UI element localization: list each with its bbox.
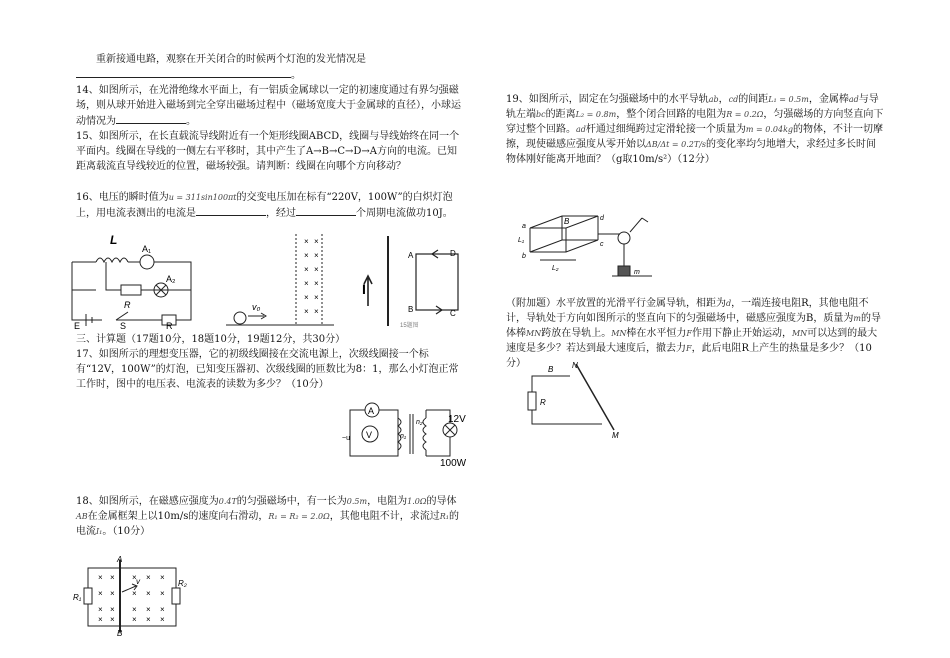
- corner-C: C: [450, 309, 456, 318]
- answer-blank: [76, 67, 291, 78]
- rails-pulley-diagram: [516, 212, 656, 284]
- label-E: E: [74, 321, 81, 330]
- figure-caption: 15题图: [400, 323, 419, 328]
- label-L: L: [110, 233, 118, 247]
- label-A1: A₁: [142, 244, 152, 254]
- ball-field-diagram: [226, 232, 336, 328]
- rail-b: b: [522, 253, 526, 260]
- field-x-mark: ×: [160, 573, 165, 582]
- extra-question: （附加题）水平放置的光滑平行金属导轨，相距为d，一端连接电阻R，其他电阻不计，导轨处于方向如图所示的竖直向下的匀强磁场中，磁感应强度为B，质量为m的导体棒MN跨放在导轨上。MN棒在水平恒力F作用下静止开始运动，MN可以达到的最大速度是多少？若达到最大速度后，撤去力F，此后电阻R上产生的热量是多少？（10分）: [506, 298, 881, 369]
- question-15: 15、如图所示，在长直载流导线附近有一个矩形线圈ABCD，线圈与导线始终在同一个平面内。线圈在导线的一侧左右平移时，其中产生了A→B→C→D→A方向的电流。已知距离载流直导线较近的位置，磁场较强。请判断：线圈在向哪个方向移动？: [76, 131, 460, 172]
- velocity-label: v: [136, 577, 140, 586]
- section-3-heading: 三、计算题（17题10分，18题10分，19题12分，共30分）: [76, 334, 346, 345]
- ammeter-label: A: [368, 406, 375, 416]
- rod-end-N: N: [572, 361, 578, 370]
- question-14: 14、如图所示，在光滑绝缘水平面上，有一铝质金属球以一定的初速度通过有界匀强磁场，则从球开始进入磁场到完全穿出磁场过程中（磁场宽度大于金属球的直径），小球运动情况为 。: [76, 85, 461, 127]
- field-x-mark: ×: [160, 605, 165, 614]
- field-x-mark: ×: [110, 589, 115, 598]
- resistor-R2-label: R₂: [178, 579, 187, 588]
- velocity-label: v₀: [252, 302, 261, 312]
- field-x-mark: ×: [314, 237, 319, 246]
- field-x-mark: ×: [314, 307, 319, 316]
- corner-D: D: [450, 249, 456, 258]
- field-x-mark: ×: [304, 237, 309, 246]
- intro-answer-line: 。: [76, 67, 462, 83]
- resistor-label: R: [540, 398, 546, 407]
- n2-label: n₂: [416, 419, 423, 426]
- rail-c: c: [600, 241, 604, 248]
- field-x-mark: ×: [314, 293, 319, 302]
- field-B-label: B: [548, 365, 554, 374]
- field-x-mark: ×: [132, 605, 137, 614]
- source-label: ~u: [342, 435, 350, 442]
- field-x-mark: ×: [304, 251, 309, 260]
- corner-A: A: [408, 251, 414, 260]
- voltmeter-label: V: [366, 430, 373, 440]
- circuit-diagram: [66, 230, 206, 330]
- answer-blank: [196, 205, 266, 216]
- rod-end-A: A: [117, 556, 123, 564]
- field-x-mark: ×: [98, 615, 103, 624]
- field-x-mark: ×: [146, 615, 151, 624]
- rod-end-B: B: [117, 629, 123, 636]
- corner-B: B: [408, 305, 414, 314]
- question-19: 19、如图所示，固定在匀强磁场中的水平导轨ab，cd的间距L₁ = 0.5m，金属棒ad与导轨左端bc的距离L₂ = 0.8m，整个闭合回路的电阻为R = 0.2Ω，匀强磁场的方向竖直向下穿过整个回路。ad杆通过细绳跨过定滑轮接一个质量为m = 0.04kg的物体，不计一切摩擦，现使磁感应强度从零开始以ΔB/Δt = 0.2T/s的变化率均匀地增大，求经过多长时间物体刚好能离开地面？（g取10m/s²）（12分）: [506, 94, 884, 165]
- question-16: 16、电压的瞬时值为u = 311sin100πt的交变电压加在标有“220V，100W”的白炽灯泡上，用电流表测出的电流是 ，经过 个周期电流做功10J。: [76, 192, 453, 219]
- field-marks: [98, 573, 165, 624]
- field-x-mark: ×: [98, 573, 103, 582]
- field-x-mark: ×: [146, 573, 151, 582]
- field-x-mark: ×: [146, 605, 151, 614]
- L1-label: L₁: [518, 237, 525, 244]
- n1-label: n₁: [400, 433, 407, 440]
- field-x-mark: ×: [304, 307, 309, 316]
- answer-blank: [116, 113, 186, 124]
- field-x-mark: ×: [98, 589, 103, 598]
- sliding-rod-diagram: [70, 556, 190, 636]
- answer-blank: [296, 205, 356, 216]
- rail-d: d: [600, 215, 604, 222]
- field-x-mark: ×: [304, 293, 309, 302]
- field-x-mark: ×: [314, 265, 319, 274]
- field-x-mark: ×: [160, 589, 165, 598]
- wire-loop-diagram: [360, 232, 460, 328]
- field-x-mark: ×: [314, 279, 319, 288]
- field-x-mark: ×: [110, 573, 115, 582]
- field-x-mark: ×: [132, 573, 137, 582]
- L2-label: L₂: [552, 265, 559, 272]
- field-x-mark: ×: [304, 279, 309, 288]
- field-x-mark: ×: [132, 615, 137, 624]
- field-x-mark: ×: [146, 589, 151, 598]
- current-label: I: [362, 281, 366, 297]
- field-B-label: B: [564, 217, 570, 226]
- field-x-mark: ×: [160, 615, 165, 624]
- intro-text: 重新接通电路，观察在开关闭合的时候两个灯泡的发光情况是: [96, 54, 366, 65]
- section-3: [76, 332, 462, 392]
- field-marks: [304, 237, 319, 316]
- transformer-diagram: [340, 400, 470, 468]
- label-S: S: [120, 321, 127, 330]
- label-R: R: [124, 300, 131, 310]
- field-x-mark: ×: [110, 605, 115, 614]
- mass-label: m: [634, 269, 640, 276]
- lamp-power: 100W: [440, 458, 467, 468]
- rail-a: a: [522, 223, 526, 230]
- field-x-mark: ×: [314, 251, 319, 260]
- label-R2: R: [166, 321, 173, 330]
- lamp-voltage: 12V: [448, 414, 466, 425]
- field-x-mark: ×: [304, 265, 309, 274]
- field-x-mark: ×: [132, 589, 137, 598]
- rod-end-M: M: [612, 431, 619, 440]
- resistor-R1-label: R₁: [73, 593, 82, 602]
- question-17: 17、如图所示的理想变压器，它的初级线圈接在交流电源上，次级线圈接一个标有“12V，100W”的灯泡，已知变压器初、次级线圈的匝数比为8：1，那么小灯泡正常工作时，图中的电压表、电流表的读数为多少？（10分）: [76, 349, 459, 390]
- extra-rails-diagram: [518, 360, 638, 440]
- field-x-mark: ×: [98, 605, 103, 614]
- left-column: [76, 52, 462, 221]
- field-x-mark: ×: [110, 615, 115, 624]
- question-18: 18、如图所示，在磁感应强度为0.4T的匀强磁场中，有一长为0.5m，电阻为1.0Ω的导体AB在金属框架上以10m/s的速度向右滑动，R₁ = R₂ = 2.0Ω，其他电阻不计，求流过R₁的电流I₁。（10分）: [76, 496, 460, 537]
- label-A2: A₂: [166, 274, 176, 284]
